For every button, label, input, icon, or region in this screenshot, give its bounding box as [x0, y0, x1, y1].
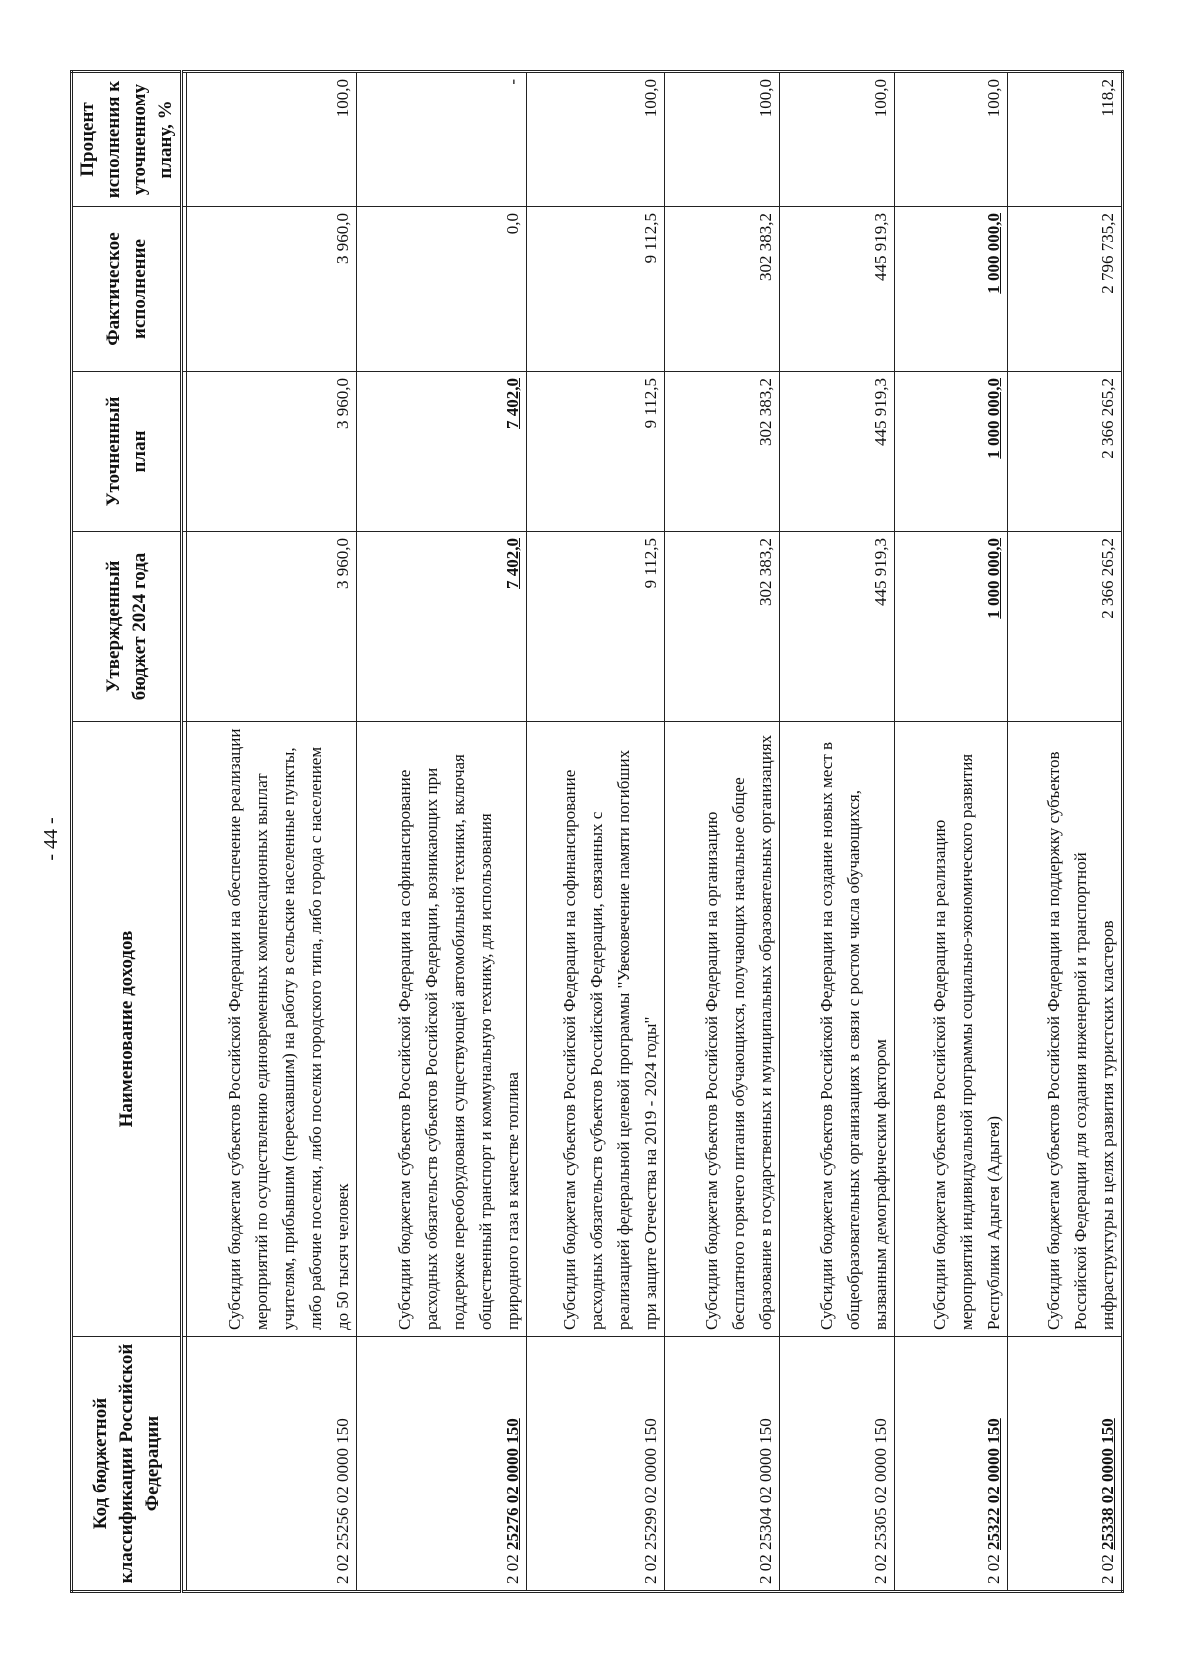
row-code: 2 02 25276 02 0000 150 [357, 1337, 527, 1592]
row-code: 2 02 25304 02 0000 150 [665, 1337, 780, 1592]
row-refined: 3 960,0 [187, 372, 357, 532]
row-percent: 100,0 [665, 72, 780, 207]
header-approved: Утвержденный бюджет 2024 года [72, 532, 182, 722]
row-name: Субсидии бюджетам субъектов Российской Федерации на организацию бесплатного горячего питания обучающихся, получающих начальное общее образование в государственных и муниципальных образовательных организациях [665, 722, 780, 1337]
row-percent: 100,0 [187, 72, 357, 207]
row-percent: 118,2 [1007, 72, 1122, 207]
row-approved: 1 000 000,0 [895, 532, 1008, 722]
row-refined: 302 383,2 [665, 372, 780, 532]
row-code: 2 02 25299 02 0000 150 [527, 1337, 665, 1592]
row-percent: - [357, 72, 527, 207]
row-percent: 100,0 [527, 72, 665, 207]
header-code: Код бюджетной классификации Российской Федерации [72, 1337, 182, 1592]
header-percent: Процент исполнения к уточненному плану, % [72, 72, 182, 207]
row-percent: 100,0 [895, 72, 1008, 207]
table-row [1007, 72, 1122, 1592]
table-row [665, 72, 780, 1592]
row-approved: 2 366 265,2 [1007, 532, 1122, 722]
header-refined: Уточненный план [72, 372, 182, 532]
income-table [70, 70, 1124, 1593]
table-row [527, 72, 665, 1592]
header-name: Наименование доходов [72, 722, 182, 1337]
row-refined: 9 112,5 [527, 372, 665, 532]
table-row [357, 72, 527, 1592]
row-refined: 1 000 000,0 [895, 372, 1008, 532]
row-approved: 3 960,0 [187, 532, 357, 722]
row-name: Субсидии бюджетам субъектов Российской Федерации на софинансирование расходных обязательств субъектов Российской Федерации, связанных с реализацией федеральной целевой программы "Увековечение памяти погибших при защите Отечества на 2019 - 2024 годы" [527, 722, 665, 1337]
row-name: Субсидии бюджетам субъектов Российской Федерации на реализацию мероприятий индивидуальной программы социально-экономического развития Республики Адыгея (Адыгея) [895, 722, 1008, 1337]
row-name: Субсидии бюджетам субъектов Российской Федерации на создание новых мест в общеобразовательных организациях в связи с ростом числа обучающихся, вызванным демографическим фактором [780, 722, 895, 1337]
row-actual: 1 000 000,0 [895, 207, 1008, 372]
table-row [780, 72, 895, 1592]
row-name: Субсидии бюджетам субъектов Российской Федерации на обеспечение реализации мероприятий по осуществлению единовременных компенсационных выплат учителям, прибывшим (переехавшим) на работу в сельские населенные пункты, либо рабочие поселки, либо поселки городского типа, либо города с населением до 50 тысяч человек [187, 722, 357, 1337]
row-actual: 3 960,0 [187, 207, 357, 372]
row-code: 2 02 25256 02 0000 150 [187, 1337, 357, 1592]
row-approved: 302 383,2 [665, 532, 780, 722]
row-approved: 445 919,3 [780, 532, 895, 722]
row-actual: 9 112,5 [527, 207, 665, 372]
row-code: 2 02 25322 02 0000 150 [895, 1337, 1008, 1592]
row-approved: 7 402,0 [357, 532, 527, 722]
row-percent: 100,0 [780, 72, 895, 207]
row-code: 2 02 25338 02 0000 150 [1007, 1337, 1122, 1592]
row-refined: 7 402,0 [357, 372, 527, 532]
header-actual: Фактическое исполнение [72, 207, 182, 372]
row-name: Субсидии бюджетам субъектов Российской Федерации на поддержку субъектов Российской Федерации для создания инженерной и транспортной инфраструктуры в целях развития туристских кластеров [1007, 722, 1122, 1337]
row-refined: 2 366 265,2 [1007, 372, 1122, 532]
row-approved: 9 112,5 [527, 532, 665, 722]
table-row [895, 72, 1008, 1592]
table-row [187, 72, 357, 1592]
page-number: - 44 - [40, 817, 62, 861]
row-actual: 2 796 735,2 [1007, 207, 1122, 372]
table-header-row [72, 72, 182, 1592]
row-actual: 445 919,3 [780, 207, 895, 372]
row-code: 2 02 25305 02 0000 150 [780, 1337, 895, 1592]
row-actual: 302 383,2 [665, 207, 780, 372]
row-refined: 445 919,3 [780, 372, 895, 532]
row-actual: 0,0 [357, 207, 527, 372]
row-name: Субсидии бюджетам субъектов Российской Федерации на софинансирование расходных обязательств субъектов Российской Федерации, возникающих при поддержке переоборудования существующей автомобильной техники, включая общественный транспорт и коммунальную технику, для использования природного газа в качестве топлива [357, 722, 527, 1337]
